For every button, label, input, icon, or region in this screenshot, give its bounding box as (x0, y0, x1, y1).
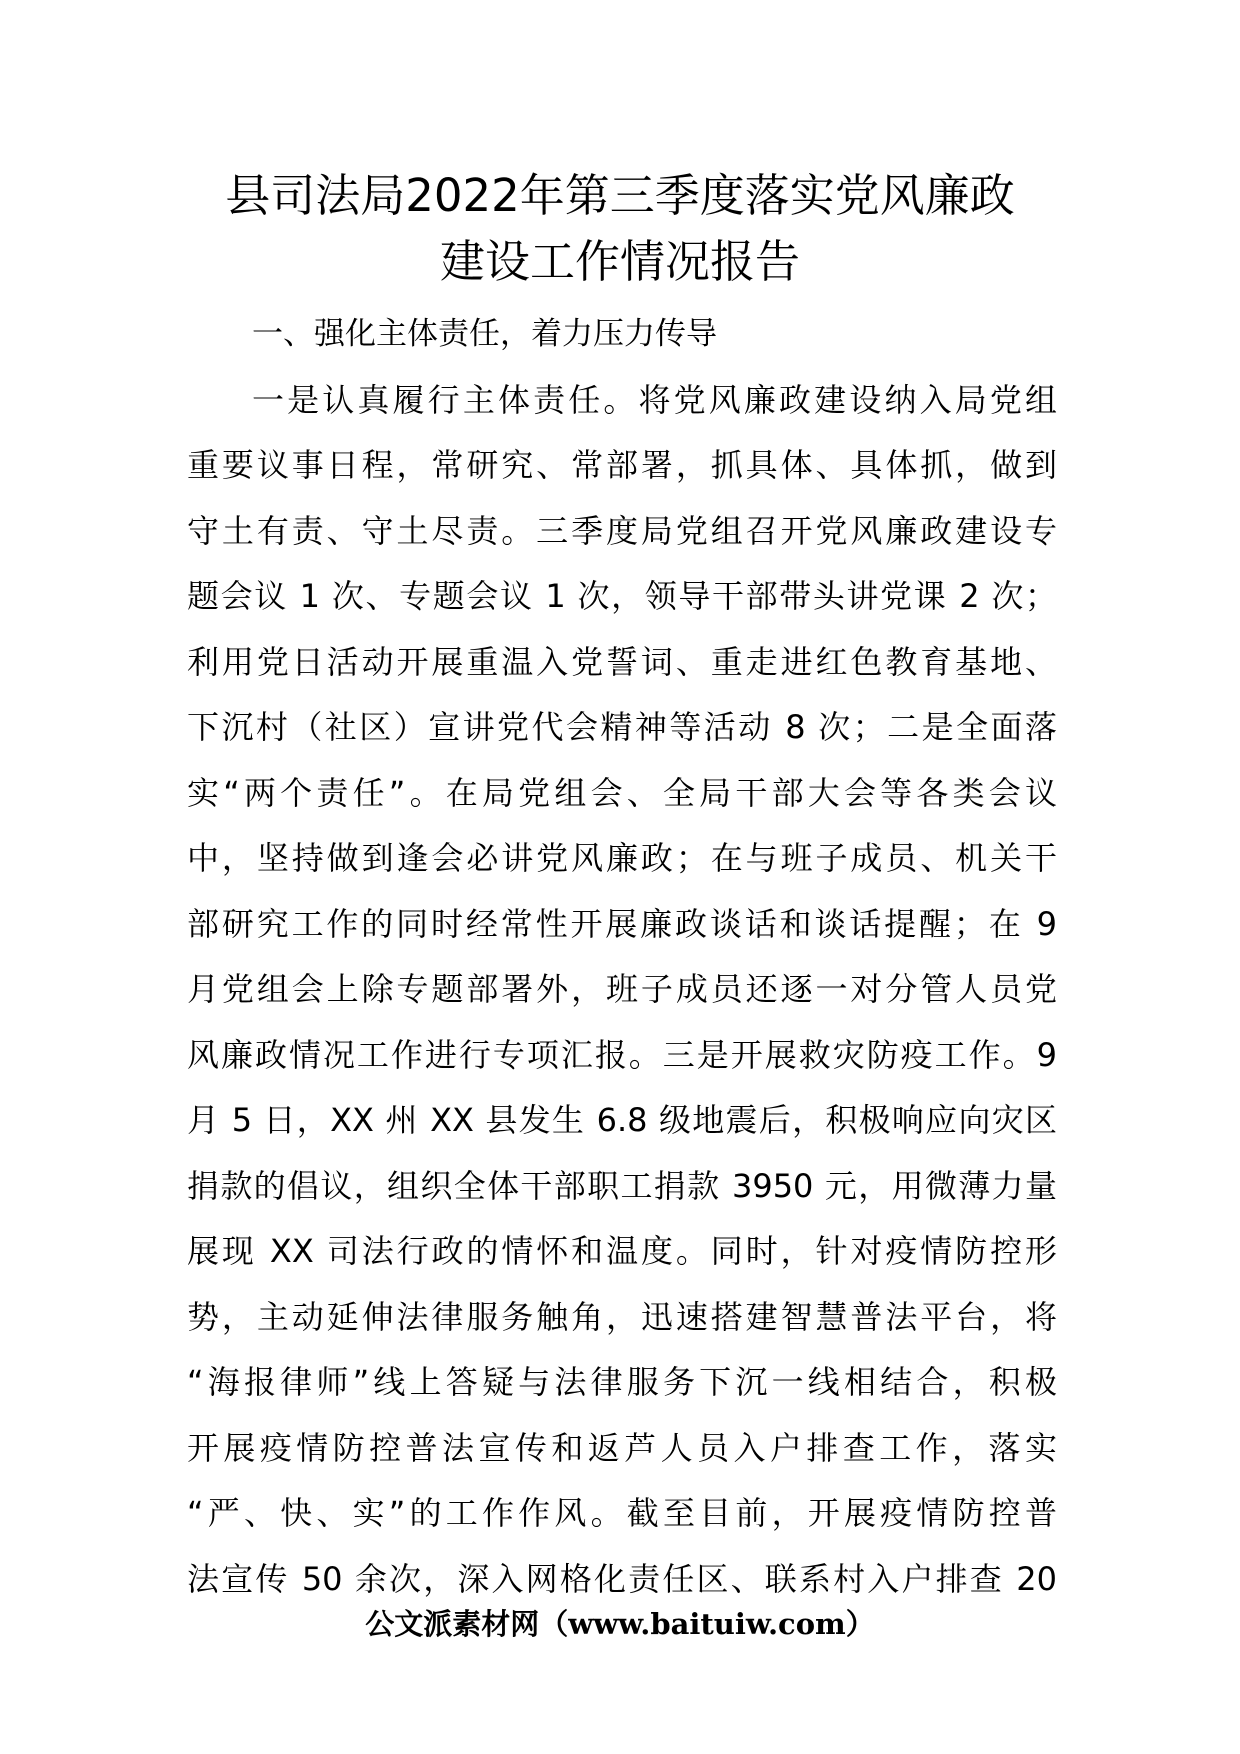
paragraph-line: 利用党日活动开展重温入党誓词、重走进红色教育基地、 (187, 642, 1057, 681)
paragraph-line: “海报律师”线上答疑与法律服务下沉一线相结合，积极 (187, 1363, 1057, 1401)
paragraph-line: 势，主动延伸法律服务触角，迅速搭建智慧普法平台，将 (187, 1297, 1057, 1336)
title-line: 县司法局2022年第三季度落实党风廉政 (225, 169, 1015, 222)
paragraph-line: 月 5 日，XX 州 XX 县发生 6.8 级地震后，积极响应向灾区 (187, 1101, 1057, 1139)
paragraph-line: 下沉村（社区）宣讲党代会精神等活动 8 次；二是全面落 (187, 708, 1057, 746)
section-heading: 一、强化主体责任，着力压力传导 (252, 316, 717, 352)
paragraph-line: 实“两个责任”。在局党组会、全局干部大会等各类会议 (187, 773, 1057, 812)
document-title (150, 163, 1090, 295)
paragraph-line: 风廉政情况工作进行专项汇报。三是开展救灾防疫工作。9 (187, 1035, 1057, 1074)
paragraph-line: 一是认真履行主体责任。将党风廉政建设纳入局党组 (252, 380, 1057, 419)
paragraph-line: 守土有责、守土尽责。三季度局党组召开党风廉政建设专 (187, 511, 1057, 550)
paragraph-line: 中，坚持做到逢会必讲党风廉政；在与班子成员、机关干 (187, 839, 1057, 877)
paragraph-line: 部研究工作的同时经常性开展廉政谈话和谈话提醒；在 9 (187, 904, 1057, 943)
document-body (187, 302, 1057, 1612)
paragraph-line: 法宣传 50 余次，深入网格化责任区、联系村入户排查 20 (187, 1559, 1057, 1598)
source-footer: 公文派素材网（www.baituiw.com） (365, 1607, 875, 1641)
paragraph-line: 月党组会上除专题部署外，班子成员还逐一对分管人员党 (187, 970, 1057, 1008)
paragraph-line: “严、快、实”的工作作风。截至目前，开展疫情防控普 (187, 1494, 1057, 1532)
paragraph-line: 展现 XX 司法行政的情怀和温度。同时，针对疫情防控形 (187, 1232, 1057, 1270)
paragraph-line: 重要议事日程，常研究、常部署，抓具体、具体抓，做到 (187, 446, 1057, 484)
paragraph-line: 捐款的倡议，组织全体干部职工捐款 3950 元，用微薄力量 (187, 1166, 1057, 1205)
paragraph-line: 题会议 1 次、专题会议 1 次，领导干部带头讲党课 2 次； (187, 577, 1057, 615)
title-line: 建设工作情况报告 (439, 235, 800, 288)
paragraph-line: 开展疫情防控普法宣传和返芦人员入户排查工作，落实 (187, 1428, 1057, 1467)
